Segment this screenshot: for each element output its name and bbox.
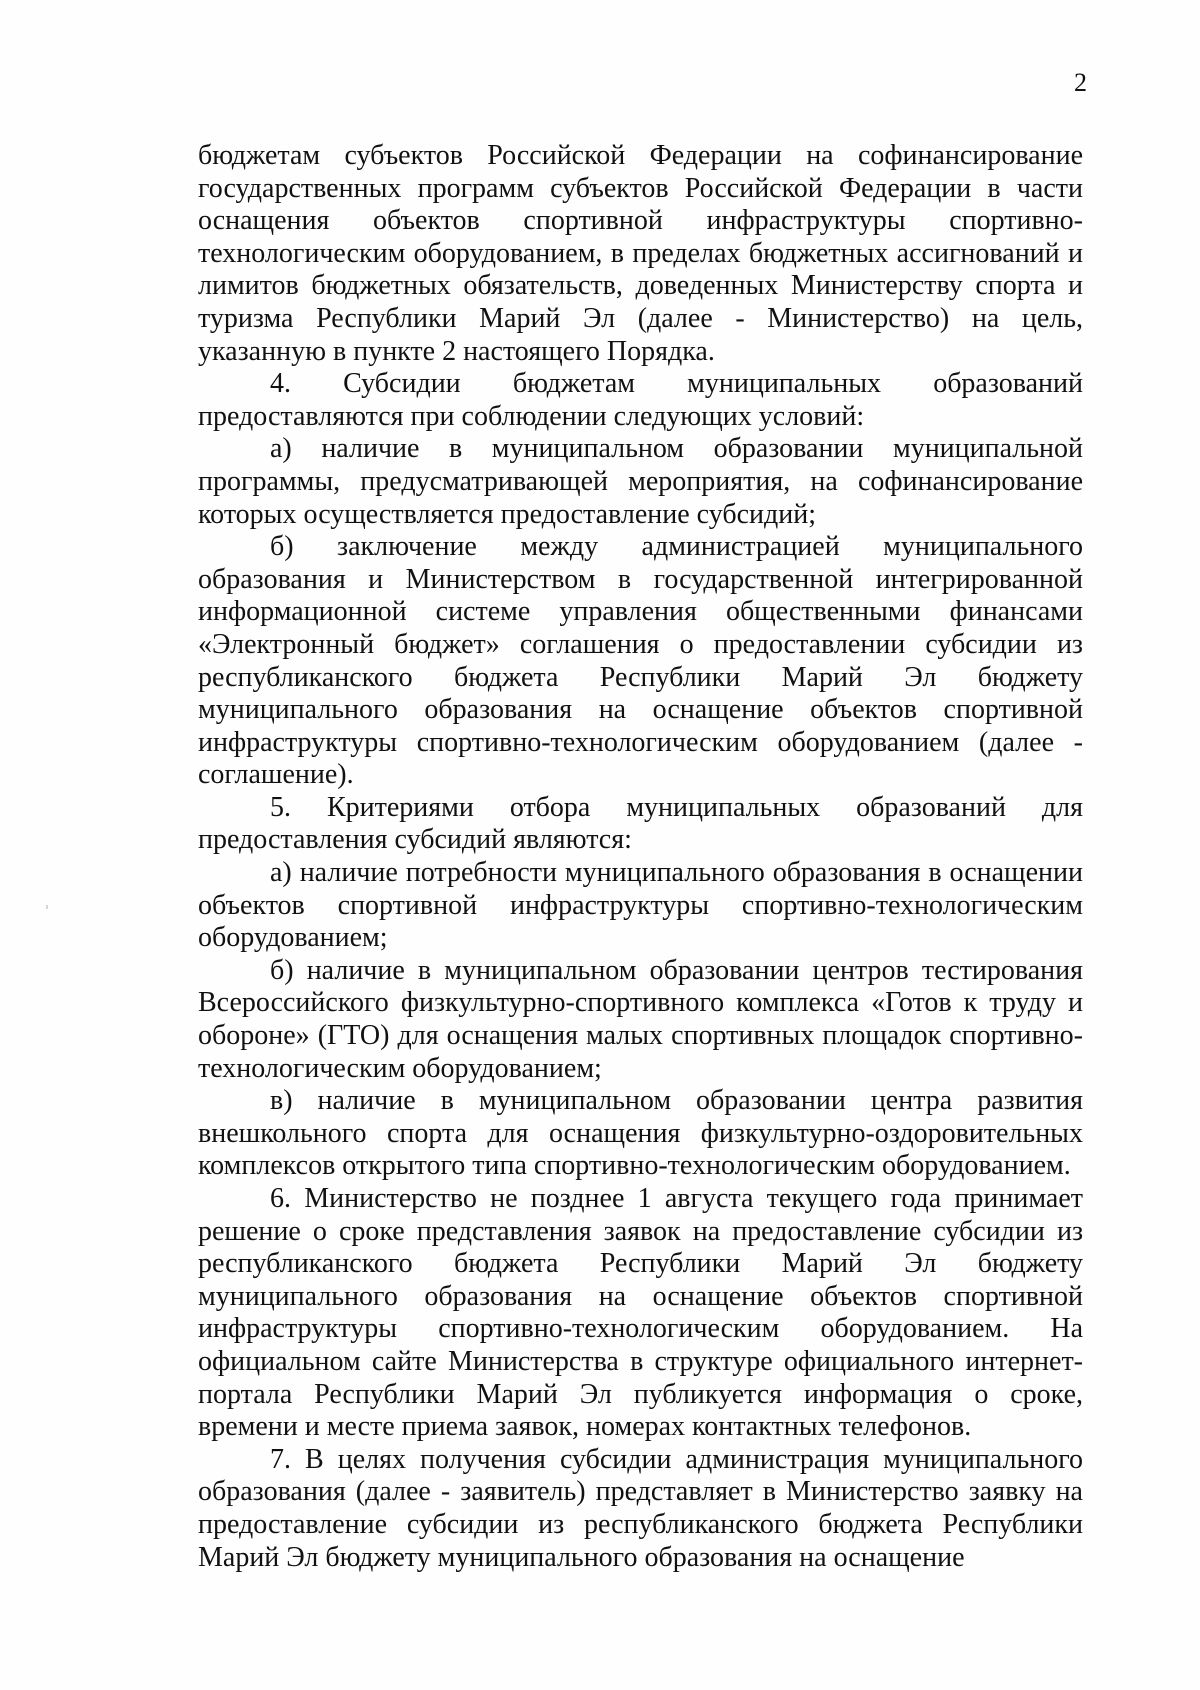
paragraph-continuation: бюджетам субъектов Российской Федерации на софинансирование государственных программ субъектов Российской Федерации в части оснащения объектов спортивной инфраструктуры спортивно-технологическим оборудованием, в пределах бюджетных ассигнований и лимитов бюджетных обязательств, доведенных Министерству спорта и туризма Республики Марий Эл (далее - Министерство) на цель, указанную в пункте 2 настоящего Порядка.: [198, 140, 1083, 367]
paragraph-clause-6: 6. Министерство не позднее 1 августа текущего года принимает решение о сроке представления заявок на предоставление субсидии из республиканского бюджета Республики Марий Эл бюджету муниципального образования на оснащение объектов спортивной инфраструктуры спортивно-технологическим оборудованием. На официальном сайте Министерства в структуре официального интернет-портала Республики Марий Эл публикуется информация о сроке, времени и месте приема заявок, номерах контактных телефонов.: [198, 1183, 1083, 1443]
paragraph-clause-5b: б) наличие в муниципальном образовании центров тестирования Всероссийского физкультурно-спортивного комплекса «Готов к труду и обороне» (ГТО) для оснащения малых спортивных площадок спортивно-технологическим оборудованием;: [198, 954, 1083, 1084]
scan-speck: [46, 905, 48, 909]
paragraph-clause-5a: а) наличие потребности муниципального образования в оснащении объектов спортивной инфраструктуры спортивно-технологическим оборудованием;: [198, 857, 1083, 954]
paragraph-clause-5: 5. Критериями отбора муниципальных образований для предоставления субсидий являются:: [198, 791, 1083, 856]
paragraph-clause-4a: а) наличие в муниципальном образовании муниципальной программы, предусматривающей мероприятия, на софинансирование которых осуществляется предоставление субсидий;: [198, 433, 1083, 530]
document-body: [198, 140, 1083, 1574]
paragraph-clause-4: 4. Субсидии бюджетам муниципальных образований предоставляются при соблюдении следующих условий:: [198, 368, 1083, 432]
paragraph-clause-7: 7. В целях получения субсидии администрация муниципального образования (далее - заявитель) представляет в Министерство заявку на предоставление субсидии из республиканского бюджета Республики Марий Эл бюджету муниципального образования на оснащение: [198, 1443, 1083, 1573]
page-number: 2: [1074, 68, 1087, 97]
paragraph-clause-5c: в) наличие в муниципальном образовании центра развития внешкольного спорта для оснащения физкультурно-оздоровительных комплексов открытого типа спортивно-технологическим оборудованием.: [198, 1085, 1083, 1182]
paragraph-clause-4b: б) заключение между администрацией муниципального образования и Министерством в государственной интегрированной информационной системе управления общественными финансами «Электронный бюджет» соглашения о предоставлении субсидии из республиканского бюджета Республики Марий Эл бюджету муниципального образования на оснащение объектов спортивной инфраструктуры спортивно-технологическим оборудованием (далее - соглашение).: [198, 531, 1083, 791]
